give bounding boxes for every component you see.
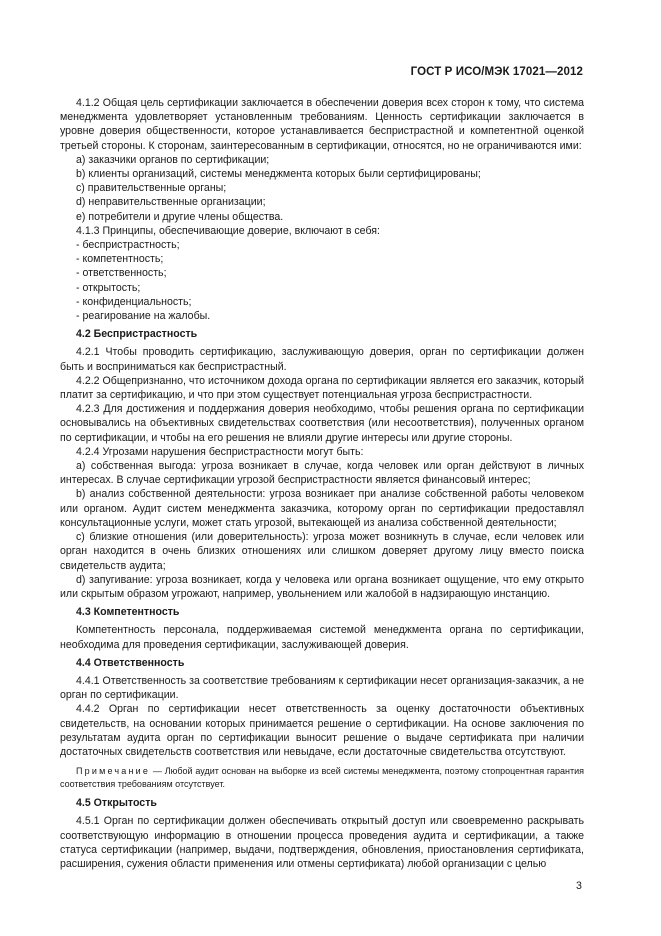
list-item: e) потребители и другие члены общества. xyxy=(76,210,284,223)
list-item: b) анализ собственной деятельности: угроза возникает при анализе собственной работы человеком или органом. Аудит систем менеджмента заказчика, которому орган по сертификации предоставлял консультационные услуги, может стать угрозой, вытекающей из анализа собственной деятельности; xyxy=(60,488,584,529)
list-item: d) запугивание: угроза возникает, когда у человека или органа возникает ощущение, что ему открыто или скрытым образом угрожают, например, увольнением или жалобой в надзирающую инстанцию. xyxy=(60,573,584,600)
clause-4-2-4: 4.2.4 Угрозами нарушения беспристрастности могут быть: xyxy=(76,445,364,458)
list-item: c) близкие отношения (или доверительность): угроза может возникнуть в случае, если человек или орган находится в очень близких отношениях или слишком доверяет другому лицу вместо поиска свидетельств аудита; xyxy=(60,531,584,572)
clause-4-1-3: 4.1.3 Принципы, обеспечивающие доверие, включают в себя: xyxy=(76,224,380,237)
list-item: - открытость; xyxy=(76,281,141,294)
clause-4-3: Компетентность персонала, поддерживаемая системой менеджмента органа по сертификации, необходима для проведения сертификации, заслуживающей доверия. xyxy=(60,624,584,651)
section-heading-4-2: 4.2 Беспристрастность xyxy=(76,328,198,341)
list-item: c) правительственные органы; xyxy=(76,182,227,195)
list-item: - конфиденциальность; xyxy=(76,295,192,308)
list-item: d) неправительственные организации; xyxy=(76,196,266,209)
section-heading-4-5: 4.5 Открытость xyxy=(76,797,157,810)
note xyxy=(60,765,584,790)
list-item: - реагирование на жалобы. xyxy=(76,310,211,323)
clause-4-4-2: 4.4.2 Орган по сертификации несет ответственность за оценку достаточности объективных свидетельств, на основании которых принимается решение о сертификации. На основе заключения по результатам аудита орган по сертификации выносит решение о выдаче сертификата при наличии достаточных свидетельств соответствия или невыдаче, если достаточные свидетельства отсутствуют. xyxy=(60,703,584,758)
clause-4-2-1: 4.2.1 Чтобы проводить сертификацию, заслуживающую доверия, орган по сертификации должен быть и восприниматься как беспристрастный. xyxy=(60,346,584,373)
clause-4-4-1: 4.4.1 Ответственность за соответствие требованиям к сертификации несет организация-заказчик, а не орган по сертификации. xyxy=(60,674,584,702)
list-item: b) клиенты организаций, системы менеджмента которых были сертифицированы; xyxy=(76,168,481,181)
list-item: - ответственность; xyxy=(76,267,167,280)
page-number: 3 xyxy=(576,880,582,892)
note-text: — Любой аудит основан на выборке из всей системы менеджмента, поэтому стопроцентная гарантия соответствия требованиям отсутствует. xyxy=(60,766,584,789)
list-item: a) заказчики органов по сертификации; xyxy=(76,153,270,166)
document-header: ГОСТ Р ИСО/МЭК 17021—2012 xyxy=(410,66,583,78)
clause-4-1-2: 4.1.2 Общая цель сертификации заключается в обеспечении доверия всех сторон к тому, что система менеджмента удовлетворяет установленным требованиям. Ценность сертификации заключается в уровне доверия общественности, которое устанавливается беспристрастной и компетентной оценкой третьей стороны. К сторонам, заинтересованным в сертификации, относятся, но не ограничиваются ими: xyxy=(60,97,584,152)
list-item: a) собственная выгода: угроза возникает в случае, когда человек или орган действуют в личных интересах. В случае сертификации угрозой беспристрастности является финансовый интерес; xyxy=(60,460,584,487)
page-body xyxy=(60,96,584,871)
clause-4-2-3: 4.2.3 Для достижения и поддержания доверия необходимо, чтобы решения органа по сертификации основывались на объективных свидетельствах соответствия (или несоответствия), полученных органом по сертификации, и чтобы на его решения не влияли другие интересы или другие стороны. xyxy=(60,403,584,444)
section-heading-4-4: 4.4 Ответственность xyxy=(76,656,185,669)
clause-4-2-2: 4.2.2 Общепризнанно, что источником дохода органа по сертификации является его заказчик, который платит за сертификацию, и что при этом существует потенциальная угроза беспристрастности. xyxy=(60,374,584,402)
note-label: Примечание xyxy=(76,766,151,777)
list-item: - беспристрастность; xyxy=(76,239,180,252)
clause-4-5-1: 4.5.1 Орган по сертификации должен обеспечивать открытый доступ или своевременно раскрывать соответствующую информацию в отношении процесса проведения аудита и сертификации, а также статуса сертификации (например, выдачи, подтверждения, обновления, приостановления сертификата, расширения, сужения области применения или отмены сертификата) любой организации с целью xyxy=(60,815,584,870)
list-item: - компетентность; xyxy=(76,253,164,266)
section-heading-4-3: 4.3 Компетентность xyxy=(76,606,180,619)
